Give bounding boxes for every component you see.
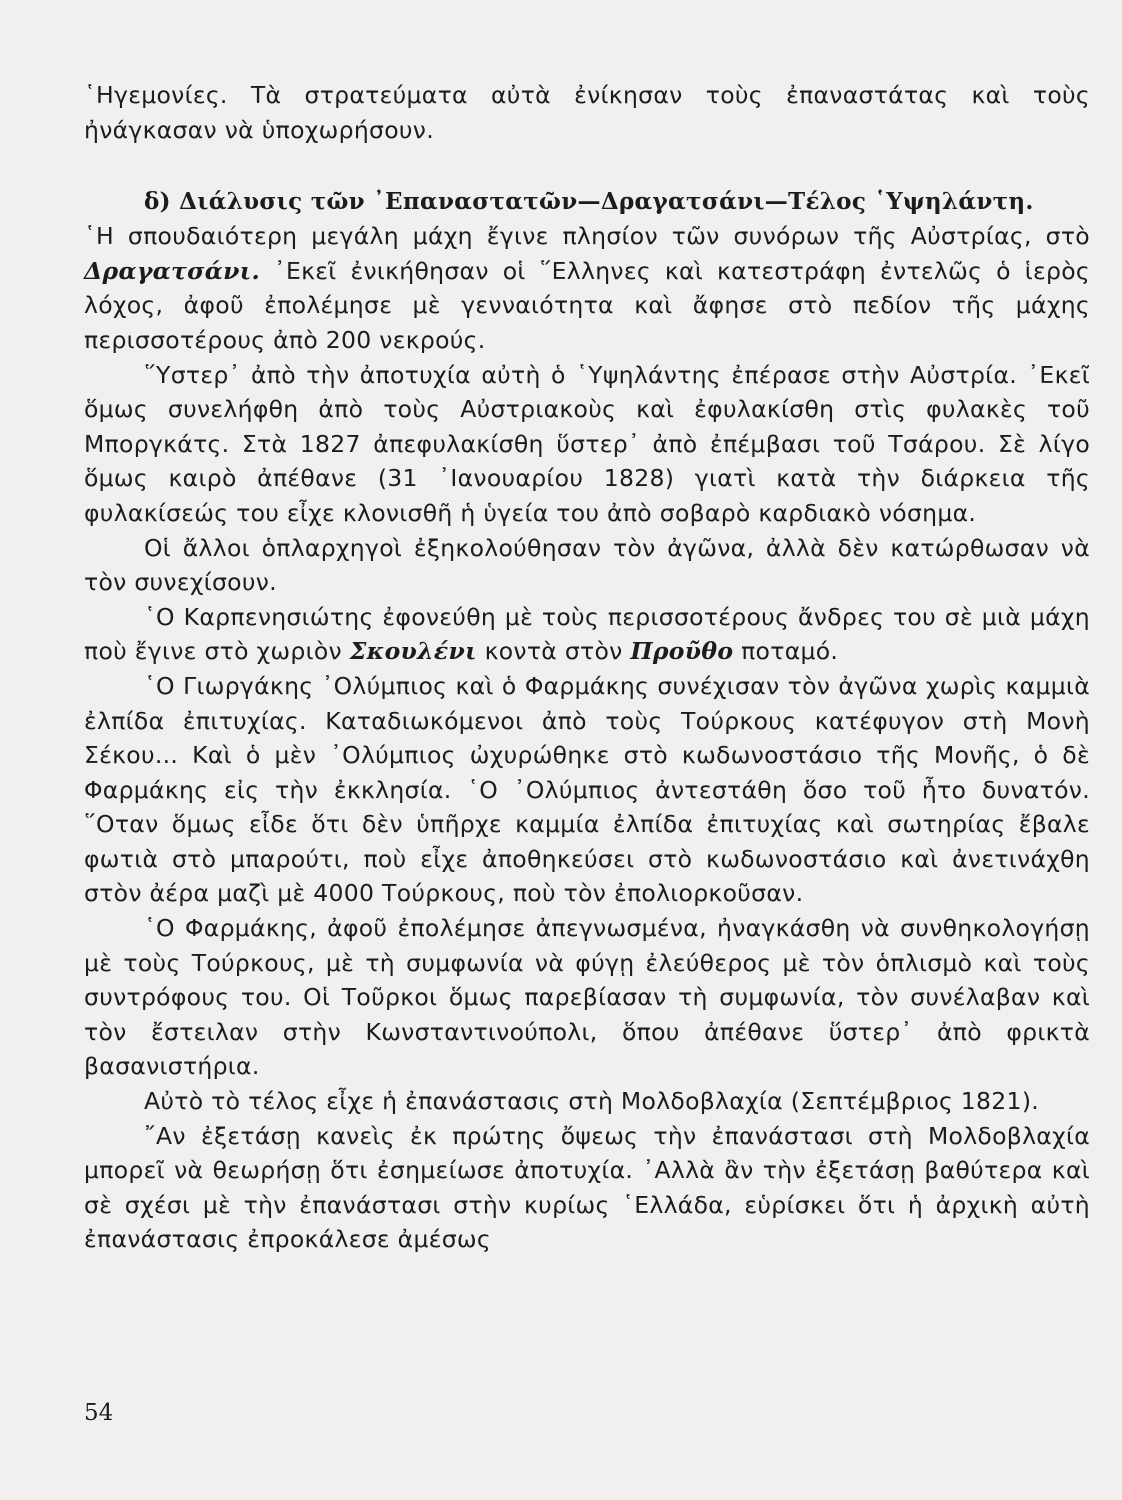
paragraph-karpenisiotis-start: ῾Ο Καρπενησιώτης ἐφονεύθη μὲ τοὺς περισσοτέρους ἄνδρες του σὲ μιὰ μάχη ποὺ ἔγινε στὸ χωριὸν (84, 602, 1090, 666)
paragraph-other-chieftains: Οἱ ἄλλοι ὁπλαρχηγοὶ ἐξηκολούθησαν τὸν ἀγῶνα, ἀλλὰ δὲν κατώρθωσαν νὰ τὸν συνεχίσουν. (84, 533, 1090, 597)
place-name-dragatsani: Δραγατσάνι. (84, 256, 260, 285)
paragraph-olympios: ῾Ο Γιωργάκης ᾿Ολύμπιος καὶ ὁ Φαρμάκης συνέχισαν τὸν ἀγῶνα χωρὶς καμμιὰ ἐλπίδα ἐπιτυχίας. Καταδιωκόμενοι ἀπὸ τοὺς Τούρκους κατέφυγον στὴ Μονὴ Σέκου... Καὶ ὁ μὲν ᾿Ολύμπιος ὠχυρώθηκε στὸ κωδωνοστάσιο τῆς Μονῆς, ὁ δὲ Φαρμάκης εἰς τὴν ἐκκλησία. ῾Ο ᾿Ολύμπιος ἀντεστάθη ὅσο τοῦ ἦτο δυνατόν. ῞Οταν ὅμως εἶδε ὅτι δὲν ὑπῆρχε καμμία ἐλπίδα ἐπιτυχίας καὶ σωτηρίας ἔβαλε φωτιὰ στὸ μπαρούτι, ποὺ εἶχε ἀποθηκεύσει στὸ κωδωνοστάσιο καὶ ἀνετινάχθη στὸν ἀέρα μαζὶ μὲ 4000 Τούρκους, ποὺ τὸν ἐπολιορκοῦσαν. (84, 671, 1090, 908)
paragraph-dragatsani-start: ῾Η σπουδαιότερη μεγάλη μάχη ἔγινε πλησίον τῶν συνόρων τῆς Αὐστρίας, στὸ (84, 222, 1090, 251)
paragraph-karpenisiotis (84, 600, 1090, 669)
paragraph-karpenisiotis-middle: κοντὰ στὸν (476, 637, 631, 666)
paragraph-end-of-revolution: Αὐτὸ τὸ τέλος εἶχε ἡ ἐπανάστασις στὴ Μολδοβλαχία (Σεπτέμβριος 1821). (144, 1087, 1040, 1116)
paragraph-dragatsani-end: ᾿Εκεῖ ἐνικήθησαν οἱ ῞Ελληνες καὶ κατεστράφη ἐντελῶς ὁ ἱερὸς λόχος, ἀφοῦ ἐπολέμησε μὲ γενναιότητα καὶ ἄφησε στὸ πεδίον τῆς μάχης περισσοτέρους ἀπὸ 200 νεκρούς. (84, 256, 1090, 354)
place-name-skouleni: Σκουλένι (349, 637, 477, 666)
body-text (84, 78, 1090, 1257)
paragraph-dragatsani (84, 219, 1090, 357)
place-name-prouthos: Προῦθο (630, 637, 734, 666)
paragraph-assessment: ῎Αν ἐξετάσῃ κανεὶς ἐκ πρώτης ὄψεως τὴν ἐπανάστασι στὴ Μολδοβλαχία μπορεῖ νὰ θεωρήσῃ ὅτι ἐσημείωσε ἀποτυχία. ᾿Αλλὰ ἂν τὴν ἐξετάσῃ βαθύτερα καὶ σὲ σχέσι μὲ τὴν ἐπανάστασι στὴν κυρίως ῾Ελλάδα, εὑρίσκει ὅτι ἡ ἀρχικὴ αὐτὴ ἐπανάστασις ἐπροκάλεσε ἀμέσως (84, 1121, 1090, 1254)
paragraph-farmakis: ῾Ο Φαρμάκης, ἀφοῦ ἐπολέμησε ἀπεγνωσμένα, ἠναγκάσθη νὰ συνθηκολογήσῃ μὲ τοὺς Τούρκους, μὲ τὴ συμφωνία νὰ φύγῃ ἐλεύθερος μὲ τὸν ὁπλισμὸ καὶ τοὺς συντρόφους του. Οἱ Τοῦρκοι ὅμως παρεβίασαν τὴ συμφωνία, τὸν συνέλαβαν καὶ τὸν ἔστειλαν στὴν Κωνσταντινούπολι, ὅπου ἀπέθανε ὕστερ᾿ ἀπὸ φρικτὰ βασανιστήρια. (84, 914, 1090, 1081)
section-heading: δ) Διάλυσις τῶν ᾿Επαναστατῶν—Δραγατσάνι—Τέλος ῾Υψηλάντη. (144, 188, 1034, 216)
paragraph-ypsilantis-fate: ῞Υστερ᾿ ἀπὸ τὴν ἀποτυχία αὐτὴ ὁ ῾Υψηλάντης ἐπέρασε στὴν Αὐστρία. ᾿Εκεῖ ὅμως συνελήφθη ἀπὸ τοὺς Αὐστριακοὺς καὶ ἐφυλακίσθη στὶς φυλακὲς τοῦ Μποργκάτς. Στὰ 1827 ἀπεφυλακίσθη ὕστερ᾿ ἀπὸ ἐπέμβασι τοῦ Τσάρου. Σὲ λίγο ὅμως καιρὸ ἀπέθανε (31 ᾿Ιανουαρίου 1828) γιατὶ κατὰ τὴν διάρκεια τῆς φυλακίσεώς του εἶχε κλονισθῆ ἡ ὑγεία του ἀπὸ σοβαρὸ καρδιακὸ νόσημα. (84, 360, 1090, 527)
paragraph-karpenisiotis-end: ποταμό. (733, 637, 839, 666)
page-number: 54 (84, 1400, 114, 1426)
paragraph-continuation: ῾Ηγεμονίες. Τὰ στρατεύματα αὐτὰ ἐνίκησαν τοὺς ἐπαναστάτας καὶ τοὺς ἠνάγκασαν νὰ ὑποχωρήσουν. (84, 81, 1090, 144)
